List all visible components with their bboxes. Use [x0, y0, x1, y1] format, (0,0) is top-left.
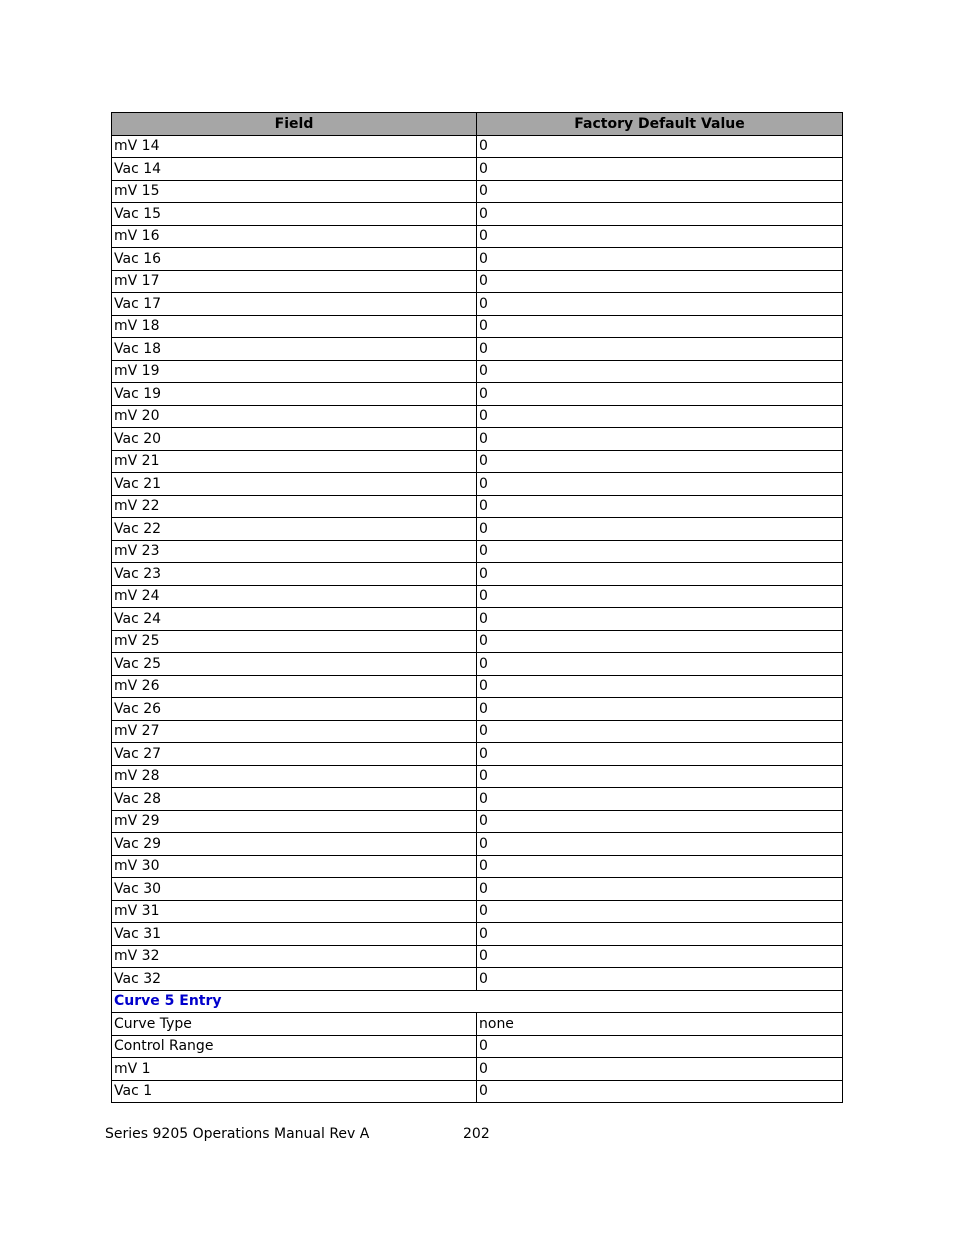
default-value-cell: 0: [477, 675, 843, 698]
default-value-cell: 0: [477, 450, 843, 473]
table-row: [112, 945, 843, 968]
table-row: [112, 608, 843, 631]
default-value-cell: 0: [477, 158, 843, 181]
table-row: [112, 360, 843, 383]
field-cell: Control Range: [112, 1035, 477, 1058]
field-cell: Vac 26: [112, 698, 477, 721]
default-value-cell: 0: [477, 495, 843, 518]
default-value-cell: 0: [477, 203, 843, 226]
table-row: [112, 428, 843, 451]
default-value-cell: 0: [477, 698, 843, 721]
field-cell: mV 19: [112, 360, 477, 383]
default-value-cell: 0: [477, 405, 843, 428]
table-row: [112, 855, 843, 878]
field-cell: mV 27: [112, 720, 477, 743]
default-value-cell: 0: [477, 135, 843, 158]
table-row: [112, 968, 843, 991]
table-row: [112, 900, 843, 923]
table-row: [112, 158, 843, 181]
field-cell: Vac 18: [112, 338, 477, 361]
table-row: [112, 293, 843, 316]
default-value-cell: 0: [477, 788, 843, 811]
field-cell: mV 24: [112, 585, 477, 608]
default-value-cell: 0: [477, 653, 843, 676]
field-cell: Vac 30: [112, 878, 477, 901]
field-cell: mV 14: [112, 135, 477, 158]
default-value-cell: 0: [477, 338, 843, 361]
table-row: [112, 225, 843, 248]
field-cell: mV 29: [112, 810, 477, 833]
table-row: [112, 675, 843, 698]
table-row: [112, 473, 843, 496]
default-value-cell: 0: [477, 428, 843, 451]
curve-5-entry-link[interactable]: Curve 5 Entry: [112, 990, 843, 1013]
default-value-cell: 0: [477, 878, 843, 901]
table-row: [112, 743, 843, 766]
table-row: [112, 765, 843, 788]
field-cell: mV 31: [112, 900, 477, 923]
field-cell: Vac 14: [112, 158, 477, 181]
default-value-cell: 0: [477, 855, 843, 878]
table-row: [112, 585, 843, 608]
table-row: [112, 630, 843, 653]
default-value-cell: 0: [477, 923, 843, 946]
field-cell: Vac 17: [112, 293, 477, 316]
default-value-cell: 0: [477, 270, 843, 293]
default-value-cell: 0: [477, 315, 843, 338]
default-value-cell: 0: [477, 1080, 843, 1103]
table-row: [112, 450, 843, 473]
table-row: [112, 203, 843, 226]
default-value-cell: 0: [477, 248, 843, 271]
table-row: [112, 338, 843, 361]
table-row: [112, 180, 843, 203]
default-value-cell: 0: [477, 360, 843, 383]
table-body: [112, 135, 843, 1103]
field-cell: Vac 27: [112, 743, 477, 766]
field-cell: mV 1: [112, 1058, 477, 1081]
table-row: [112, 698, 843, 721]
default-value-cell: 0: [477, 1035, 843, 1058]
table-header-row: [112, 113, 843, 136]
field-cell: Vac 1: [112, 1080, 477, 1103]
header-default-value: Factory Default Value: [477, 113, 843, 136]
table-row: [112, 540, 843, 563]
table-row: [112, 405, 843, 428]
table-row: [112, 383, 843, 406]
table-row: [112, 270, 843, 293]
default-value-cell: 0: [477, 968, 843, 991]
field-cell: mV 23: [112, 540, 477, 563]
factory-defaults-table: [111, 112, 843, 1103]
field-cell: mV 32: [112, 945, 477, 968]
default-value-cell: 0: [477, 765, 843, 788]
table-row: [112, 1080, 843, 1103]
default-value-cell: 0: [477, 473, 843, 496]
table-row: [112, 1013, 843, 1036]
field-cell: Curve Type: [112, 1013, 477, 1036]
field-cell: Vac 19: [112, 383, 477, 406]
field-cell: Vac 29: [112, 833, 477, 856]
default-value-cell: 0: [477, 945, 843, 968]
default-value-cell: 0: [477, 563, 843, 586]
default-value-cell: 0: [477, 540, 843, 563]
table-row: [112, 248, 843, 271]
table-row: [112, 315, 843, 338]
field-cell: mV 17: [112, 270, 477, 293]
table-row: [112, 653, 843, 676]
default-value-cell: 0: [477, 1058, 843, 1081]
default-value-cell: 0: [477, 810, 843, 833]
table-row: [112, 810, 843, 833]
field-cell: mV 18: [112, 315, 477, 338]
field-cell: Vac 22: [112, 518, 477, 541]
header-field: Field: [112, 113, 477, 136]
field-cell: mV 30: [112, 855, 477, 878]
table-row: [112, 878, 843, 901]
table-row: [112, 495, 843, 518]
table-row: [112, 518, 843, 541]
field-cell: mV 21: [112, 450, 477, 473]
field-cell: Vac 23: [112, 563, 477, 586]
table-row: [112, 833, 843, 856]
field-cell: Vac 28: [112, 788, 477, 811]
default-value-cell: 0: [477, 743, 843, 766]
table-row: [112, 1058, 843, 1081]
field-cell: mV 16: [112, 225, 477, 248]
field-cell: Vac 24: [112, 608, 477, 631]
table-row: [112, 1035, 843, 1058]
default-value-cell: 0: [477, 383, 843, 406]
field-cell: mV 22: [112, 495, 477, 518]
default-value-cell: 0: [477, 293, 843, 316]
default-value-cell: 0: [477, 180, 843, 203]
default-value-cell: none: [477, 1013, 843, 1036]
table-row: [112, 563, 843, 586]
table-row: [112, 788, 843, 811]
field-cell: mV 28: [112, 765, 477, 788]
field-cell: Vac 16: [112, 248, 477, 271]
default-value-cell: 0: [477, 833, 843, 856]
field-cell: mV 15: [112, 180, 477, 203]
table-row: [112, 923, 843, 946]
field-cell: mV 20: [112, 405, 477, 428]
table-row: [112, 135, 843, 158]
field-cell: Vac 21: [112, 473, 477, 496]
field-cell: Vac 32: [112, 968, 477, 991]
field-cell: Vac 20: [112, 428, 477, 451]
default-value-cell: 0: [477, 585, 843, 608]
table-row: [112, 720, 843, 743]
field-cell: mV 26: [112, 675, 477, 698]
default-value-cell: 0: [477, 900, 843, 923]
section-row: [112, 990, 843, 1013]
field-cell: Vac 31: [112, 923, 477, 946]
default-value-cell: 0: [477, 518, 843, 541]
default-value-cell: 0: [477, 630, 843, 653]
field-cell: mV 25: [112, 630, 477, 653]
footer-manual-title: Series 9205 Operations Manual Rev A: [105, 1126, 370, 1142]
field-cell: Vac 15: [112, 203, 477, 226]
default-value-cell: 0: [477, 608, 843, 631]
default-value-cell: 0: [477, 225, 843, 248]
default-value-cell: 0: [477, 720, 843, 743]
footer-page-number: 202: [463, 1126, 490, 1142]
field-cell: Vac 25: [112, 653, 477, 676]
